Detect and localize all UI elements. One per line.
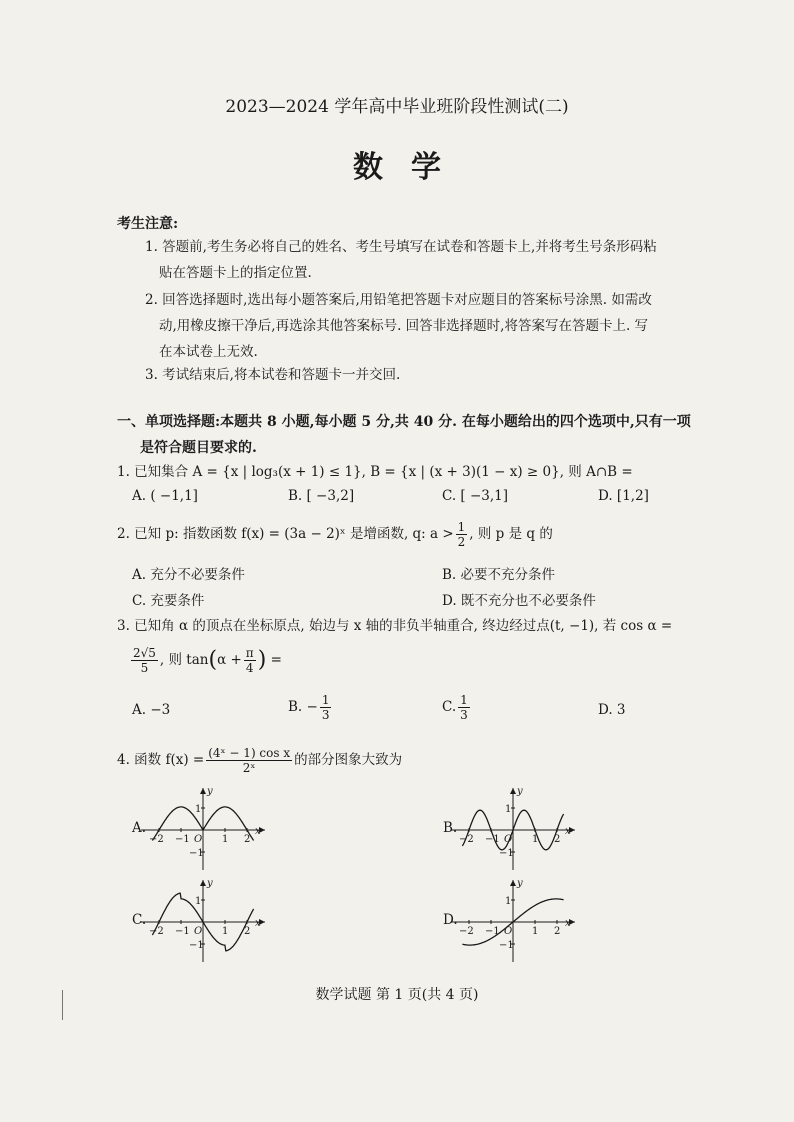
q1-option-b: B. [ −3,2] [288, 488, 355, 504]
q2-stem-post: , 则 p 是 q 的 [469, 526, 553, 542]
y-tick-label-1: 1 [195, 896, 202, 907]
q4-option-d-label: D. [443, 912, 458, 928]
section-heading [117, 409, 717, 461]
notice-item-2 [145, 287, 715, 365]
q3-option-c-fraction [458, 693, 470, 722]
notice-item-1 [145, 234, 715, 286]
x-axis-label: x [255, 918, 261, 929]
x-tick-label-minus-2: −2 [149, 926, 164, 937]
y-axis-arrow [510, 788, 516, 794]
section-heading-line1: 一、单项选择题:本题共 8 小题,每小题 5 分,共 40 分. 在每小题给出的四个选项中,只有一项 [117, 414, 691, 430]
q4-stem-post: 的部分图象大致为 [294, 752, 403, 768]
x-tick-label-minus-2: −2 [459, 926, 474, 937]
q3-option-b-fraction [320, 693, 332, 722]
x-tick-label-minus-2: −2 [459, 834, 474, 845]
y-tick-label-minus-1: −1 [189, 940, 204, 951]
x-axis-label: x [565, 826, 571, 837]
q2-option-a: A. 充分不必要条件 [132, 567, 245, 583]
origin-label: O [194, 926, 203, 937]
q4-graph-b [455, 785, 580, 870]
y-tick-label-minus-1: −1 [189, 848, 204, 859]
q3-option-b [288, 693, 333, 722]
y-axis-arrow [200, 788, 206, 794]
y-tick-label-1: 1 [505, 804, 512, 815]
x-tick-label-2: 2 [244, 926, 251, 937]
page-footer: 数学试题 第 1 页(共 4 页) [315, 987, 479, 1003]
x-tick-label-minus-1: −1 [175, 926, 190, 937]
q4-f-den: 2ˣ [242, 761, 256, 775]
origin-label: O [504, 834, 513, 845]
q3-cos-num: 2√5 [133, 646, 156, 660]
x-tick-label-1: 1 [222, 834, 229, 845]
y-axis-arrow [510, 880, 516, 886]
question-3-stem: 3. 已知角 α 的顶点在坐标原点, 始边与 x 轴的非负半轴重合, 终边经过点(t, −1), 若 cos α = [117, 618, 673, 634]
question-3-stem-line2 [129, 645, 282, 676]
notice-item-2-line2: 动,用橡皮擦干净后,再选涂其他答案标号. 回答非选择题时,将答案写在答题卡上. 写 [159, 318, 649, 334]
y-axis-arrow [200, 880, 206, 886]
q3-option-b-prefix: B. − [288, 699, 318, 715]
x-tick-label-1: 1 [532, 834, 539, 845]
x-tick-label-minus-1: −1 [485, 834, 500, 845]
x-tick-label-2: 2 [554, 926, 561, 937]
y-axis-label: y [207, 878, 213, 889]
q3-pi-den: 4 [245, 661, 254, 675]
q4-option-a-label: A. [132, 820, 147, 836]
q3-cos-den: 5 [140, 661, 149, 675]
x-tick-label-2: 2 [244, 834, 251, 845]
subject-title: 数学 [353, 150, 469, 185]
q4-stem-pre: 4. 函数 f(x) = [117, 752, 205, 768]
y-tick-label-1: 1 [195, 804, 202, 815]
q3-option-b-num: 1 [321, 693, 330, 707]
q3-pi-fraction [244, 646, 256, 675]
q2-option-d: D. 既不充分也不必要条件 [442, 593, 596, 609]
q4-graph-d [455, 877, 580, 962]
x-tick-label-minus-1: −1 [175, 834, 190, 845]
q2-option-c: C. 充要条件 [132, 593, 205, 609]
q3-option-d: D. 3 [598, 702, 626, 718]
notice-item-3 [145, 362, 715, 388]
section-heading-line2: 是符合题目要求的. [140, 440, 257, 456]
x-tick-label-minus-1: −1 [485, 926, 500, 937]
q3-option-c-prefix: C. [442, 699, 457, 715]
x-tick-label-1: 1 [222, 926, 229, 937]
y-axis-label: y [517, 786, 523, 797]
x-axis-label: x [565, 918, 571, 929]
origin-label: O [194, 834, 203, 845]
q3-cos-fraction [131, 646, 158, 675]
question-1-stem: 1. 已知集合 A = {x | log₃(x + 1) ≤ 1}, B = {x | (x + 3)(1 − x) ≥ 0}, 则 A∩B = [117, 464, 633, 480]
q1-option-d: D. [1,2] [598, 488, 649, 504]
q3-equals: = [266, 652, 282, 668]
notice-item-2-line3: 在本试卷上无效. [159, 344, 258, 360]
q4-option-c-label: C. [132, 912, 147, 928]
question-2-stem [117, 520, 553, 549]
notice-item-1-line1: 1. 答题前,考生务必将自己的姓名、考生号填写在试卷和答题卡上,并将考生号条形码粘 [145, 239, 657, 255]
y-tick-label-minus-1: −1 [499, 848, 514, 859]
x-axis-label: x [255, 826, 261, 837]
q1-option-c: C. [ −3,1] [442, 488, 509, 504]
notice-item-1-line2: 贴在答题卡上的指定位置. [159, 265, 312, 281]
q3-option-c [442, 693, 472, 722]
q3-pi-num: π [245, 646, 254, 660]
q4-f-num: (4ˣ − 1) cos x [208, 746, 291, 760]
q3-paren-close: ) [257, 647, 267, 673]
q3-option-a: A. −3 [132, 702, 171, 718]
q3-option-b-den: 3 [321, 708, 330, 722]
y-tick-label-minus-1: −1 [499, 940, 514, 951]
x-tick-label-2: 2 [554, 834, 561, 845]
y-axis-label: y [517, 878, 523, 889]
notice-item-2-line1: 2. 回答选择题时,选出每小题答案后,用铅笔把答题卡对应题目的答案标号涂黑. 如需改 [145, 292, 652, 308]
q4-function-fraction [206, 746, 292, 775]
q3-option-c-num: 1 [460, 693, 468, 707]
exam-title: 2023—2024 学年高中毕业班阶段性测试(二) [225, 97, 569, 117]
y-axis-label: y [207, 786, 213, 797]
q3-paren-open: ( [208, 647, 218, 673]
x-tick-label-1: 1 [532, 926, 539, 937]
q2-fraction [456, 520, 468, 549]
origin-label: O [504, 926, 513, 937]
q3-option-c-den: 3 [460, 708, 468, 722]
question-4-stem [117, 743, 402, 777]
notice-heading: 考生注意: [117, 216, 179, 232]
q2-frac-den: 2 [457, 535, 466, 549]
q1-option-a: A. ( −1,1] [132, 488, 198, 504]
q2-frac-num: 1 [457, 520, 466, 534]
y-tick-label-1: 1 [505, 896, 512, 907]
q4-option-b-label: B. [443, 820, 458, 836]
notice-item-3-line1: 3. 考试结束后,将本试卷和答题卡一并交回. [145, 367, 401, 383]
q3-alpha-plus: α + [217, 652, 242, 668]
q2-option-b: B. 必要不充分条件 [442, 567, 556, 583]
q3-mid: , 则 tan [159, 652, 209, 668]
q4-graph-a [145, 785, 270, 870]
q2-stem-pre: 2. 已知 p: 指数函数 f(x) = (3a − 2)ˣ 是增函数, q: a > [117, 526, 454, 542]
x-tick-label-minus-2: −2 [149, 834, 164, 845]
q4-graph-c [145, 877, 270, 962]
